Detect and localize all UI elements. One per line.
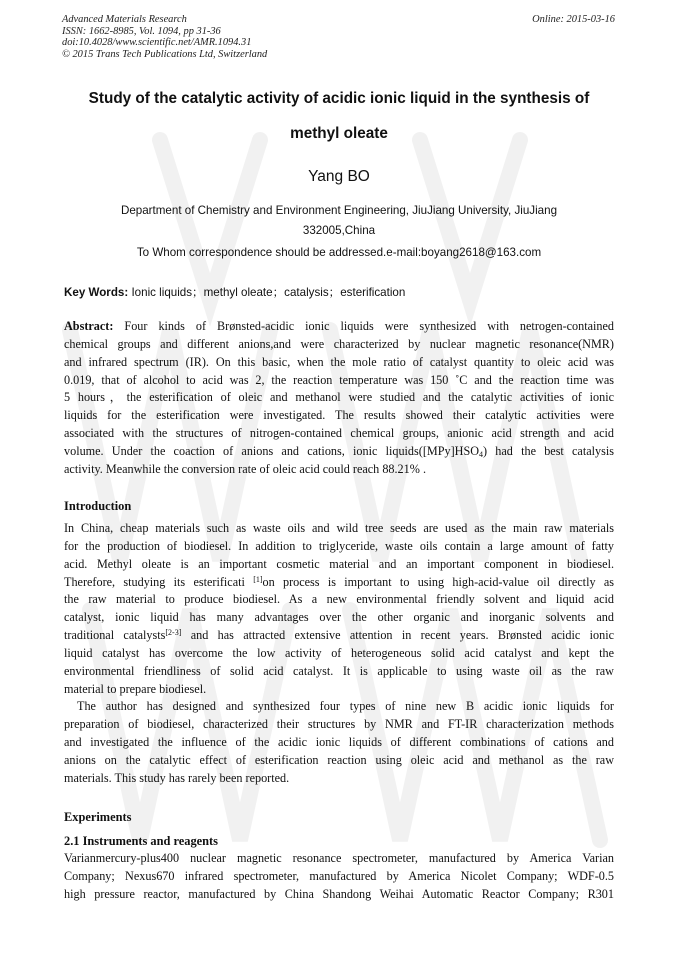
abstract-line: liquids for the esterification were investigated. The results showed their catalytic activities were bbox=[64, 408, 614, 423]
intro-line: environmental friendliness of solid acid catalyst. It is applicable to using waste oil as the raw bbox=[64, 663, 614, 678]
experiments-line: Company; Nexus670 infrared spectrometer, manufactured by America Nicolet Company; WDF-0.5 bbox=[64, 868, 614, 883]
instruments-paragraph bbox=[64, 850, 614, 904]
intro-line: Therefore, studying its esterificati bbox=[64, 574, 254, 589]
paper-title-line-1: Study of the catalytic activity of acidic ionic liquid in the synthesis of bbox=[88, 90, 590, 107]
intro-line: In China, cheap materials such as waste oils and wild tree seeds are used as the main raw materials bbox=[64, 521, 614, 535]
abstract-line: 0.019, that of alcohol to acid was 2, the reaction temperature was 150 ˚C and the reaction time was bbox=[64, 372, 614, 387]
subscript: 4 bbox=[479, 449, 484, 459]
intro-line: traditional catalysts bbox=[64, 628, 166, 643]
abstract-line: activity. Meanwhile the conversion rate of oleic acid could reach 88.21% . bbox=[64, 461, 426, 476]
abstract-line: associated with the structures of nitrogen-contained chemical groups, anionic acid strength and acid bbox=[64, 426, 614, 441]
keywords-text: Ionic liquids；methyl oleate；catalysis；esterification bbox=[131, 286, 406, 299]
intro-line: anions on the catalytic effect of esterification reaction using oleic acid and methanol as the raw bbox=[64, 752, 614, 767]
keywords-label: Key Words: bbox=[64, 286, 129, 299]
paper-title-line-2: methyl oleate bbox=[290, 125, 388, 142]
author-name: Yang BO bbox=[308, 168, 370, 185]
intro-line: the raw material to produce biodiesel. As a new environmental friendly solvent and liquid acid bbox=[64, 592, 614, 607]
intro-line: and has attracted extensive attention in recent years. Brønsted acidic ionic bbox=[181, 628, 614, 643]
intro-line: liquid catalyst has overcome the low activity of heterogeneous solid acid catalyst and kept the bbox=[64, 645, 614, 660]
intro-line: catalyst, ionic liquid has many advantages over the other organic and inorganic solvents and bbox=[64, 610, 614, 625]
abstract-line: Four kinds of Brønsted-acidic ionic liquids were synthesized with netrogen-contained bbox=[124, 319, 614, 333]
abstract-label: Abstract: bbox=[64, 319, 114, 333]
abstract-line: ) had the best catalysis bbox=[483, 443, 614, 458]
experiments-line: Varianmercury-plus400 nuclear magnetic resonance spectrometer, manufactured by America Varian bbox=[64, 851, 614, 865]
intro-line: The author has designed and synthesized four types of nine new B acidic ionic liquids for bbox=[77, 699, 614, 714]
correspondence-line: To Whom correspondence should be addressed.e-mail:boyang2618@163.com bbox=[136, 246, 542, 259]
experiments-heading: Experiments bbox=[64, 810, 132, 824]
introduction-heading: Introduction bbox=[64, 499, 132, 513]
affiliation-line-2: 332005,China bbox=[302, 224, 376, 237]
introduction-paragraph bbox=[64, 520, 614, 788]
abstract-line: chemical groups and different anions,and were characterized by nuclear magnetic resonance(NMR) bbox=[64, 336, 614, 351]
intro-line: material to prepare biodiesel. bbox=[64, 681, 207, 696]
abstract-line: volume. Under the coaction of anions and cations, ionic liquids([MPy]HSO bbox=[64, 443, 480, 458]
intro-line: materials. This study has rarely been reported. bbox=[64, 770, 290, 785]
intro-line: for the production of biodiesel. In addition to triglyceride, waste oils contain a large amount of fatty bbox=[64, 538, 614, 553]
abstract-line: 5 hours，the esterification of oleic and methanol were studied and the catalytic activities of ionic bbox=[64, 390, 614, 405]
citation-2-3: [2-3] bbox=[165, 628, 182, 638]
abstract-paragraph bbox=[64, 318, 614, 479]
experiments-line: high pressure reactor, manufactured by China Shandong Weihai Automatic Reactor Company; R301 bbox=[64, 886, 614, 901]
citation-1: [1] bbox=[253, 574, 263, 584]
intro-line: preparation of biodiesel, characterized their structures by NMR and FT-IR characterization methods bbox=[64, 717, 614, 732]
intro-line: and investigated the influence of the acidic ionic liquids of different combinations of cations and bbox=[64, 735, 614, 750]
intro-line: acid. Methyl oleate is an important cosmetic material and an important component in biodiesel. bbox=[64, 556, 614, 571]
journal-header bbox=[62, 14, 442, 60]
journal-name: Advanced Materials Research bbox=[62, 14, 187, 25]
issn-line: ISSN: 1662-8985, Vol. 1094, pp 31-36 bbox=[62, 25, 221, 37]
affiliation-line-1: Department of Chemistry and Environment Engineering, JiuJiang University, JiuJiang bbox=[120, 204, 558, 217]
online-date: Online: 2015-03-16 bbox=[532, 14, 615, 25]
instruments-subheading: 2.1 Instruments and reagents bbox=[64, 834, 218, 848]
copyright-line: © 2015 Trans Tech Publications Ltd, Switzerland bbox=[62, 48, 268, 60]
intro-line: on process is important to using high-acid-value oil directly as bbox=[262, 574, 614, 589]
doi-line: doi:10.4028/www.scientific.net/AMR.1094.31 bbox=[62, 37, 252, 48]
keywords bbox=[64, 284, 405, 300]
abstract-line: and infrared spectrum (IR). On this basic, when the mole ratio of catalyst quantity to oleic acid was bbox=[64, 354, 614, 369]
